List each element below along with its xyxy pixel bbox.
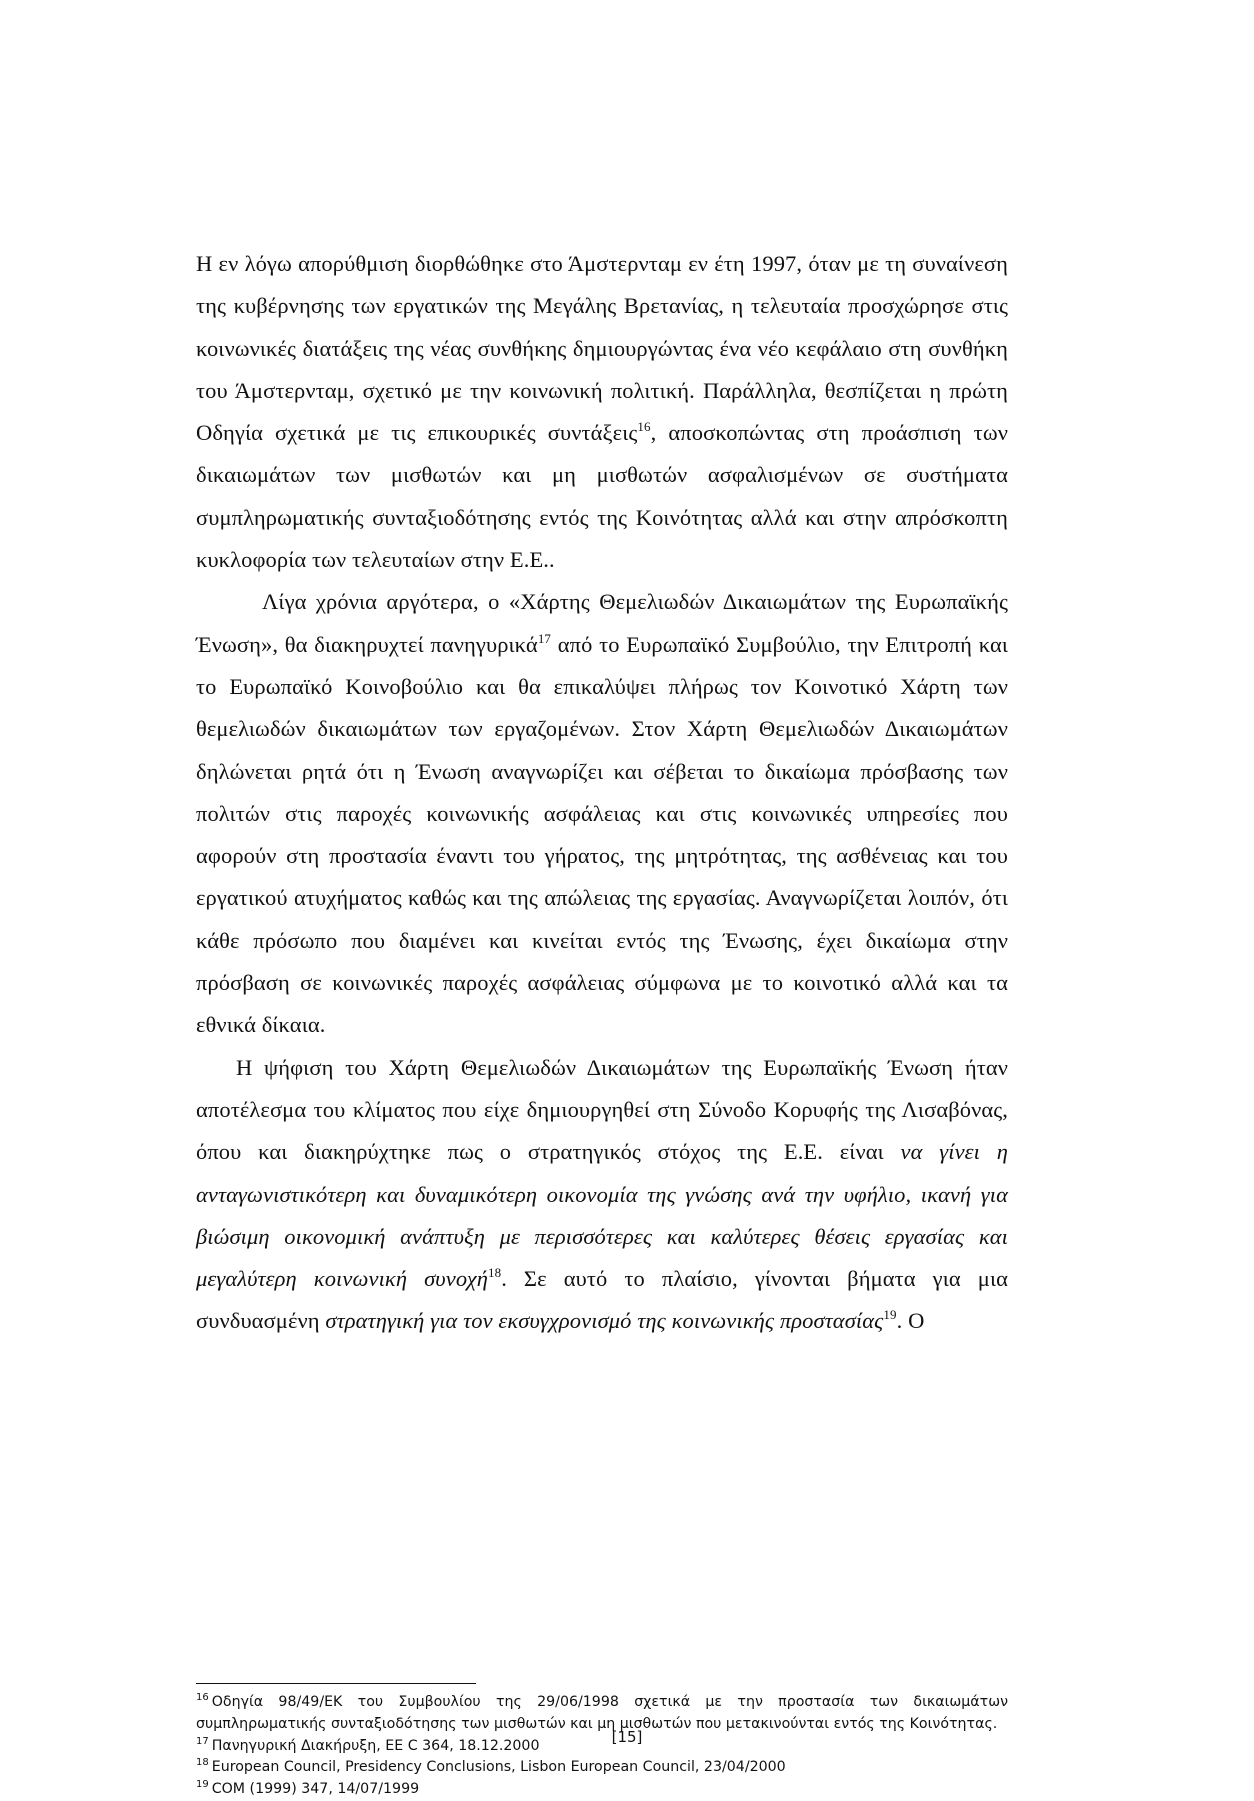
footnote-ref-17[interactable]: 17 [537,630,552,646]
paragraph-3-emphasis: στρατηγική για τον εκσυγχρονισμό της κοινωνικής προστασίας [325,1308,884,1334]
paragraph-2-text-b: από το Ευρωπαϊκό Συμβούλιο, την Επιτροπή και το Ευρωπαϊκό Κοινοβούλιο και θα επικαλύψει πλήρως τον Κοινοτικό Χάρτη των θεμελιωδών δικαιωμάτων των εργαζομένων. Στον Χάρτη Θεμελιωδών Δικαιωμάτων δηλώνεται ρητά ότι η Ένωση αναγνωρίζει και σέβεται το δικαίωμα πρόσβασης των πολιτών στις παροχές κοινωνικής ασφάλειας και στις κοινωνικές υπηρεσίες που αφορούν στη προστασία έναντι του γήρατος, της μητρότητας, της ασθένειας και του εργατικού ατυχήματος καθώς και της απώλειας της εργασίας. Αναγνωρίζεται λοιπόν, ότι κάθε πρόσωπο που διαμένει και κινείται εντός της Ένωσης, έχει δικαίωμα στην πρόσβαση σε κοινωνικές παροχές ασφάλειας σύμφωνα με το κοινοτικό αλλά και τα εθνικά δίκαια. [196,631,1009,1038]
paragraph-3-text-b: . Σε αυτό το πλαίσιο, γίνονται βήματα για μια συνδυασμένη [196,1266,1008,1334]
paragraph-1-text-a: Η εν λόγω απορύθμιση διορθώθηκε στο Άμστερνταμ εν έτη 1997, όταν με τη συναίνεση της κυβέρνησης των εργατικών της Μεγάλης Βρετανίας, η τελευταία προσχώρησε στις κοινωνικές διατάξεις της νέας συνθήκης δημιουργώντας ένα νέο κεφάλαιο στη συνθήκη του Άμστερνταμ, σχετικό με την κοινωνική πολιτική. Παράλληλα, θεσπίζεται η πρώτη Οδηγία σχετικά με τις επικουρικές συντάξεις [196,251,1008,446]
main-text [196,243,1008,1343]
footnote-number: 18 [196,1757,209,1769]
paragraph-3 [196,1047,1008,1343]
footnotes [196,1692,1008,1801]
footnote-19 [196,1779,1008,1801]
footnote-text: Οδηγία 98/49/ΕΚ του Συμβουλίου της 29/06/1998 σχετικά με την προστασία των δικαιωμάτων συμπληρωματικής συνταξιοδότησης των μισθωτών και μη μισθωτών που μετακινούνται εντός της Κοινότητας. [196,1694,1008,1732]
footnote-number: 19 [196,1779,209,1791]
footnote-ref-16[interactable]: 16 [637,419,651,435]
footnote-separator [196,1683,476,1684]
footnote-18 [196,1757,1008,1779]
paragraph-2 [196,581,1008,1046]
paragraph-1 [196,243,1008,581]
footnote-text: Πανηγυρική Διακήρυξη, ΕΕ C 364, 18.12.2000 [211,1737,540,1754]
paragraph-2-text-a: Λίγα χρόνια αργότερα, ο «Χάρτης Θεμελιωδών Δικαιωμάτων της Ευρωπαϊκής Ένωση», θα διακηρυχτεί πανηγυρικά [196,589,1008,657]
footnote-number: 16 [196,1692,209,1703]
paragraph-1-text-b: , αποσκοπώντας στη προάσπιση των δικαιωμάτων των μισθωτών και μη μισθωτών ασφαλισμένων σε συστήματα συμπληρωματικής συνταξιοδότησης εντός της Κοινότητας αλλά και στην απρόσκοπτη κυκλοφορία των τελευταίων στην Ε.Ε.. [196,420,1009,573]
footnote-number: 17 [196,1735,209,1747]
footnote-ref-18[interactable]: 18 [487,1265,502,1281]
footnote-text: COM (1999) 347, 14/07/1999 [211,1781,420,1798]
footnote-ref-19[interactable]: 19 [883,1307,897,1323]
page-number: [15] [611,1728,643,1746]
paragraph-3-quote: να γίνει η ανταγωνιστικότερη και δυναμικότερη οικονομία της γνώσης ανά την υφήλιο, ικανή για βιώσιμη οικονομική ανάπτυξη με περισσότερες και καλύτερες θέσεις εργασίας και μεγαλύτερη κοινωνική συνοχή [196,1139,1008,1292]
footnote-text: European Council, Presidency Conclusions, Lisbon European Council, 23/04/2000 [211,1759,786,1776]
paragraph-3-text-a: Η ψήφιση του Χάρτη Θεμελιωδών Δικαιωμάτων της Ευρωπαϊκής Ένωση ήταν αποτέλεσμα του κλίματος που είχε δημιουργηθεί στη Σύνοδο Κορυφής της Λισαβόνας, όπου και διακηρύχτηκε πως ο στρατηγικός στόχος της Ε.Ε. είναι [196,1054,1008,1165]
paragraph-3-text-c: . Ο [896,1308,925,1334]
